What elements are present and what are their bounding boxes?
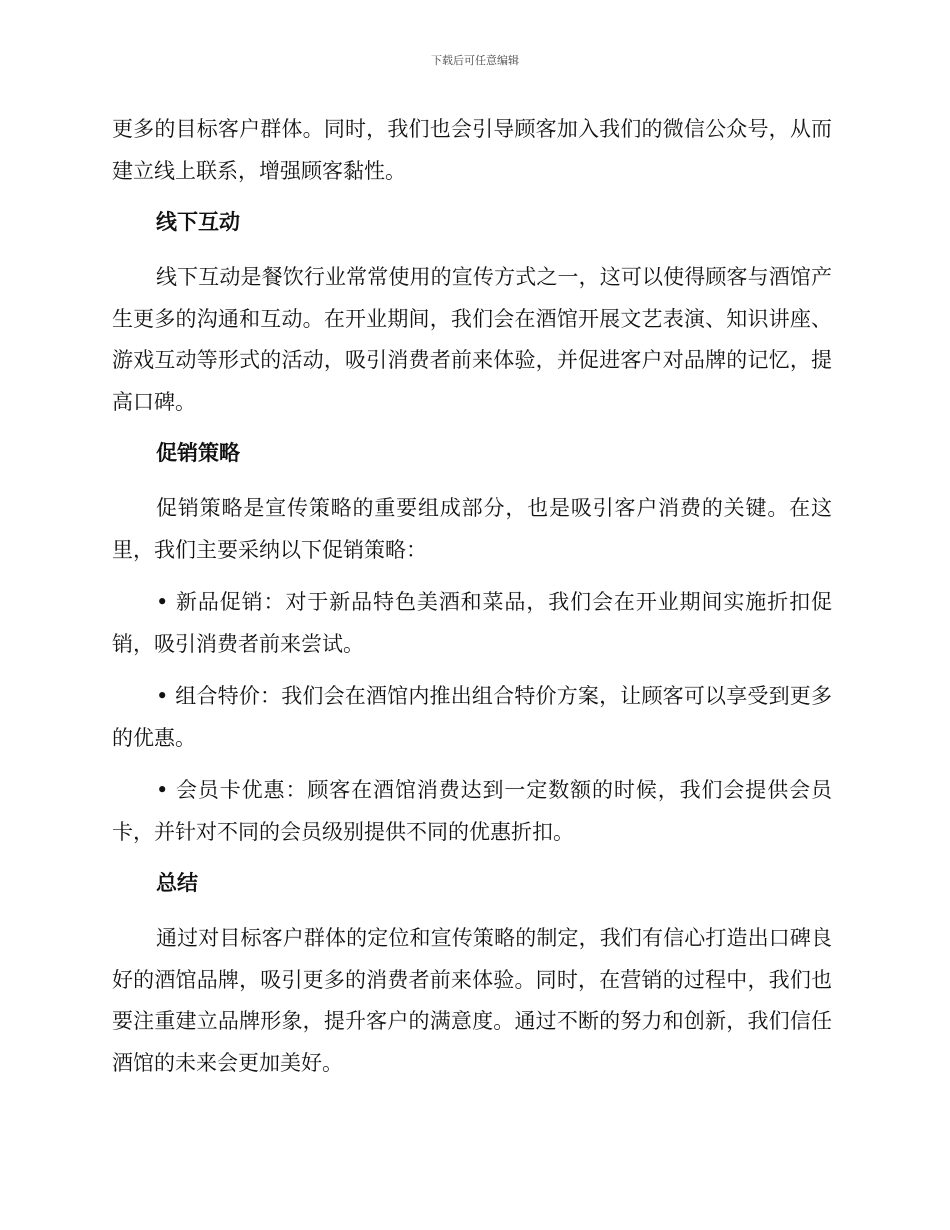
paragraph-summary: 通过对目标客户群体的定位和宣传策略的制定，我们有信心打造出口碑良好的酒馆品牌，吸引更多的消费者前来体验。同时，在营销的过程中，我们也要注重建立品牌形象，提升客户的满意度。通过不断的努力和创新，我们信任酒馆的未来会更加美好。 (112, 926, 832, 1075)
paragraph-online-contact: 更多的目标客户群体。同时，我们也会引导顾客加入我们的微信公众号，从而建立线上联系，增强顾客黏性。 (112, 117, 832, 183)
heading-promotion-strategy: 促销策略 (156, 441, 240, 465)
paragraph-promotion-intro: 促销策略是宣传策略的重要组成部分，也是吸引客户消费的关键。在这里，我们主要采纳以下促销策略： (112, 496, 832, 562)
page-header: 下载后可任意编辑 (431, 54, 519, 67)
document-body (112, 109, 832, 1095)
list-item-member-card: • 会员卡优惠：顾客在酒馆消费达到一定数额的时候，我们会提供会员卡，并针对不同的会员级别提供不同的优惠折扣。 (112, 778, 832, 844)
heading-offline-interaction: 线下互动 (156, 210, 240, 234)
list-item-new-product: • 新品促销：对于新品特色美酒和菜品，我们会在开业期间实施折扣促销，吸引消费者前来尝试。 (112, 590, 832, 656)
heading-summary: 总结 (156, 871, 198, 895)
paragraph-offline-interaction: 线下互动是餐饮行业常常使用的宣传方式之一，这可以使得顾客与酒馆产生更多的沟通和互动。在开业期间，我们会在酒馆开展文艺表演、知识讲座、游戏互动等形式的活动，吸引消费者前来体验，并促进客户对品牌的记忆，提高口碑。 (112, 265, 832, 414)
list-item-combo-price: • 组合特价：我们会在酒馆内推出组合特价方案，让顾客可以享受到更多的优惠。 (112, 684, 832, 750)
